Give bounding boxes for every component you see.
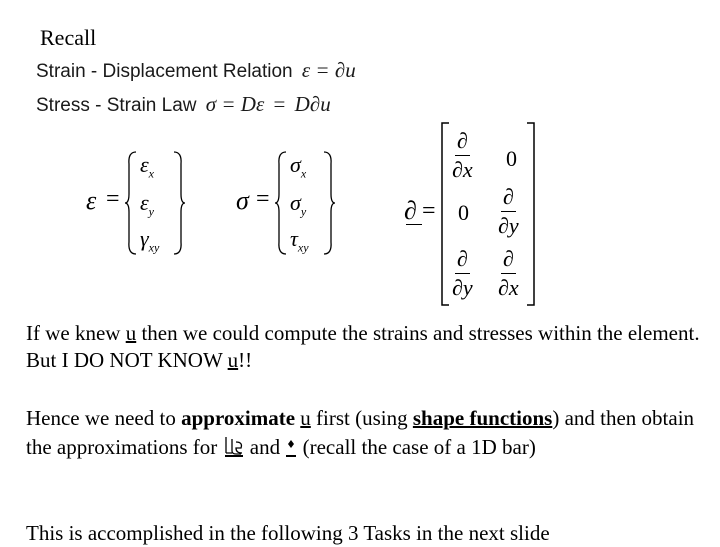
stress-component-y: $\sigma_y$ (290, 190, 307, 219)
operator-d-dx-row1: ∂ ∂x (452, 128, 473, 182)
strain-displacement-formula: ε = ∂u (301, 58, 356, 82)
strain-equals: = (106, 186, 120, 212)
stress-equals: = (256, 186, 270, 212)
operator-d-dy-row2: ∂ ∂y (498, 184, 519, 238)
strain-displacement-line (36, 58, 356, 83)
operator-d-dx-row3: ∂ ∂x (498, 246, 519, 300)
strain-component-xy: $\gamma_{xy}$ (140, 226, 160, 255)
operator-underline (406, 224, 422, 225)
paragraph-approximate: Hence we need to approximate u first (using shape functions) and then obtain the approximations for and (recall the case of a 1D bar) (26, 406, 695, 459)
stress-symbol: σ (236, 186, 249, 215)
derivative-operator-matrix (402, 120, 542, 310)
stress-strain-line (36, 92, 331, 117)
operator-zero-row1: 0 (506, 146, 517, 171)
stress-strain-label: Stress - Strain Law (36, 95, 197, 116)
left-bracket-icon (440, 122, 450, 306)
stress-component-xy: $\tau_{xy}$ (290, 226, 309, 255)
strain-component-x: $\varepsilon_x$ (140, 152, 154, 181)
shape-functions-emphasis: shape functions (412, 406, 553, 430)
right-bracket-icon (526, 122, 536, 306)
strain-displacement-label: Strain - Displacement Relation (36, 61, 293, 82)
stress-glyph-icon (285, 435, 297, 457)
strain-symbol: ε (86, 186, 97, 215)
operator-symbol: ∂ (404, 196, 417, 225)
strain-component-y: $\varepsilon_y$ (140, 190, 154, 219)
operator-zero-row2: 0 (458, 200, 469, 225)
approximate-emphasis: approximate (181, 406, 296, 430)
left-brace-icon (274, 150, 288, 256)
stress-strain-formula-b: D∂u (294, 92, 331, 116)
operator-d-dy-row3: ∂ ∂y (452, 246, 473, 300)
stress-strain-formula-a: σ = Dε (205, 92, 265, 116)
operator-equals: = (422, 198, 436, 224)
stress-vector (236, 148, 346, 258)
paragraph-tasks: This is accomplished in the following 3 Tasks in the next slide (26, 521, 550, 545)
stress-component-x: $\sigma_x$ (290, 152, 307, 181)
right-brace-icon (172, 150, 186, 256)
right-brace-icon (322, 150, 336, 256)
strain-glyph-icon (223, 435, 245, 457)
recall-heading: Recall (40, 25, 97, 50)
paragraph-knew-u: If we knew u then we could compute the strains and stresses within the element. But I DO NOT KNOW u!! (26, 321, 700, 372)
left-brace-icon (124, 150, 138, 256)
strain-vector (86, 148, 196, 258)
stress-strain-equals: = (273, 92, 286, 116)
